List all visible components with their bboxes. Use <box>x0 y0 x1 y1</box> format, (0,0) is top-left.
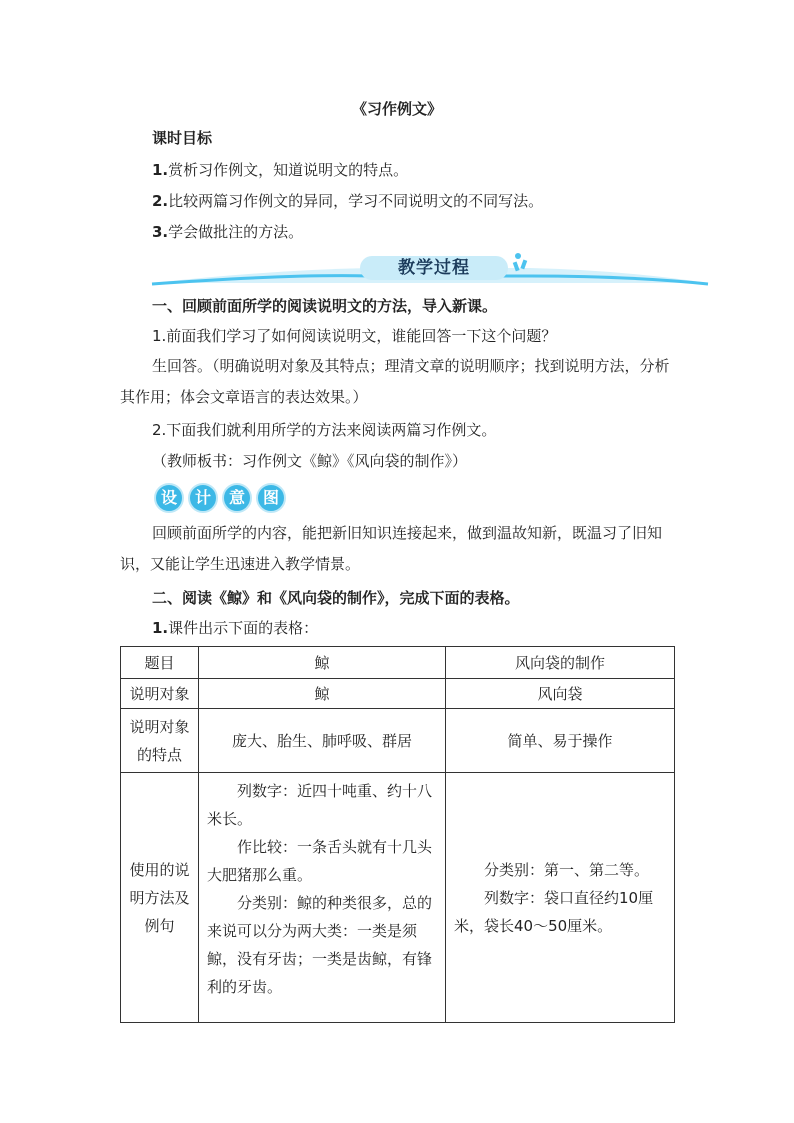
example-sentence: 分类别：鲸的种类很多，总的来说可以分为两大类：一类是须鲸，没有牙齿；一类是齿鲸，有锋利的牙齿。 <box>207 894 433 996</box>
comparison-table <box>120 646 675 1023</box>
objective-text: 比较两篇习作例文的异同，学习不同说明文的不同写法。 <box>168 192 544 210</box>
table-cell: 使用的说明方法及例句 <box>121 773 199 1023</box>
para-text: 课件出示下面的表格： <box>168 619 319 637</box>
objective-1 <box>152 160 408 180</box>
objective-text: 赏析习作例文，知道说明文的特点。 <box>168 161 409 179</box>
table-cell: 鲸 <box>199 679 446 709</box>
table-cell: 说明对象 <box>121 679 199 709</box>
section1-heading: 一、回顾前面所学的阅读说明文的方法，导入新课。 <box>152 297 498 315</box>
section1-para-2: 生回答。（明确说明对象及其特点；理清文章的说明顺序；找到说明方法，分析其作用；体会文章语言的表达效果。） <box>120 357 670 406</box>
table-cell <box>199 773 446 1023</box>
table-cell: 鲸 <box>199 647 446 679</box>
table-row <box>121 679 675 709</box>
design-char: 意 <box>222 483 252 513</box>
section1-para-4: （教师板书：习作例文《鲸》《风向袋的制作》） <box>152 452 468 470</box>
example-sentence: 列数字：近四十吨重、约十八米长。 <box>207 782 433 828</box>
objective-number: 2. <box>152 192 169 210</box>
table-cell: 风向袋 <box>446 679 675 709</box>
objectives-heading: 课时目标 <box>152 129 213 147</box>
objective-3 <box>152 222 303 242</box>
objective-number: 1. <box>152 161 169 179</box>
table-cell: 庞大、胎生、肺呼吸、群居 <box>199 709 446 773</box>
design-char: 设 <box>154 483 184 513</box>
objective-number: 3. <box>152 223 169 241</box>
table-row <box>121 773 675 1023</box>
table-cell: 说明对象的特点 <box>121 709 199 773</box>
section1-para-1: 1.前面我们学习了如何阅读说明文，谁能回答一下这个问题？ <box>152 327 557 345</box>
design-intent-badge <box>154 483 286 513</box>
objective-text: 学会做批注的方法。 <box>168 223 304 241</box>
table-header-row <box>121 647 675 679</box>
example-sentence: 作比较：一条舌头就有十几头大肥猪那么重。 <box>207 838 433 884</box>
table-cell <box>446 773 675 1023</box>
teaching-process-banner <box>150 250 710 288</box>
section1-para-3: 2.下面我们就利用所学的方法来阅读两篇习作例文。 <box>152 421 497 439</box>
table-cell: 风向袋的制作 <box>446 647 675 679</box>
table-cell: 简单、易于操作 <box>446 709 675 773</box>
section2-para-1 <box>152 618 318 638</box>
example-sentence: 列数字：袋口直径约10厘米，袋长40～50厘米。 <box>454 888 654 935</box>
section2-heading: 二、阅读《鲸》和《风向袋的制作》，完成下面的表格。 <box>152 589 520 607</box>
para-number: 1. <box>152 619 169 637</box>
table-row <box>121 709 675 773</box>
example-sentence: 分类别：第一、第二等。 <box>484 860 650 879</box>
design-char: 图 <box>256 483 286 513</box>
design-intent-text: 回顾前面所学的内容，能把新旧知识连接起来，做到温故知新，既温习了旧知识，又能让学生迅速进入教学情景。 <box>120 524 663 573</box>
design-char: 计 <box>188 483 218 513</box>
objective-2 <box>152 191 543 211</box>
document-title: 《习作例文》 <box>351 100 442 118</box>
banner-title: 教学过程 <box>398 258 470 278</box>
table-cell: 题目 <box>121 647 199 679</box>
